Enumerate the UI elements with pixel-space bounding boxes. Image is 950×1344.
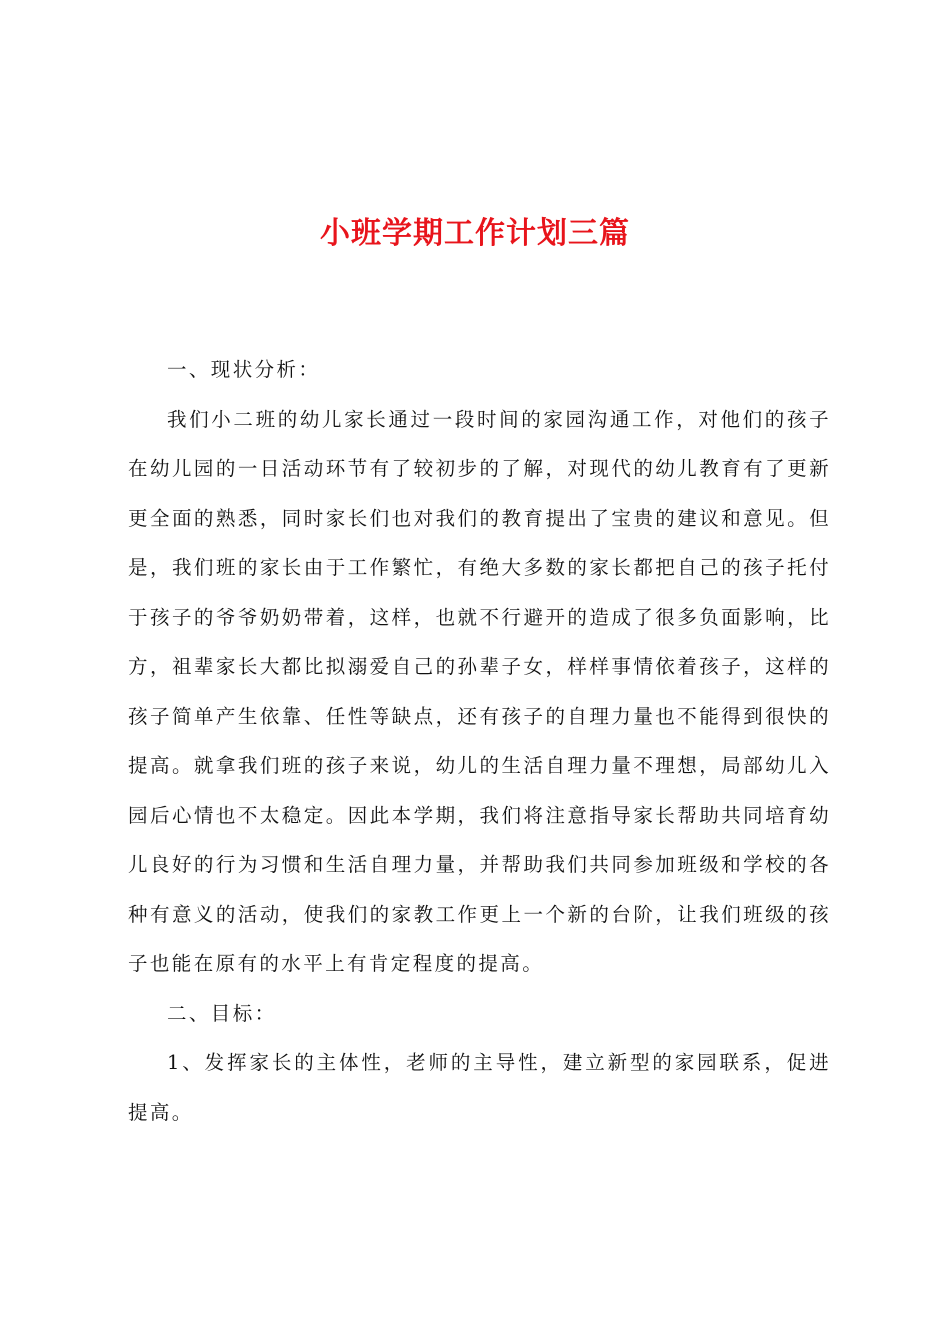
section-heading-status-analysis: 一、现状分析： — [167, 358, 321, 381]
document-body — [128, 345, 831, 1137]
status-analysis-paragraph: 我们小二班的幼儿家长通过一段时间的家园沟通工作，对他们的孩子在幼儿园的一日活动环节有了较初步的了解，对现代的幼儿教育有了更新更全面的熟悉，同时家长们也对我们的教育提出了宝贵的建议和意见。但是，我们班的家长由于工作繁忙，有绝大多数的家长都把自己的孩子托付于孩子的爷爷奶奶带着，这样，也就不行避开的造成了很多负面影响，比方，祖辈家长大都比拟溺爱自己的孙辈子女，样样事情依着孩子，这样的孩子简单产生依靠、任性等缺点，还有孩子的自理力量也不能得到很快的提高。就拿我们班的孩子来说，幼儿的生活自理力量不理想，局部幼儿入园后心情也不太稳定。因此本学期，我们将注意指导家长帮助共同培育幼儿良好的行为习惯和生活自理力量，并帮助我们共同参加班级和学校的各种有意义的活动，使我们的家教工作更上一个新的台阶，让我们班级的孩子也能在原有的水平上有肯定程度的提高。 — [128, 407, 831, 975]
document-title: 小班学期工作计划三篇 — [320, 216, 630, 251]
section-heading-goals: 二、目标： — [167, 1001, 277, 1025]
goal-item-1: 1、发挥家长的主体性，老师的主导性，建立新型的家园联系，促进提高。 — [128, 1051, 831, 1124]
